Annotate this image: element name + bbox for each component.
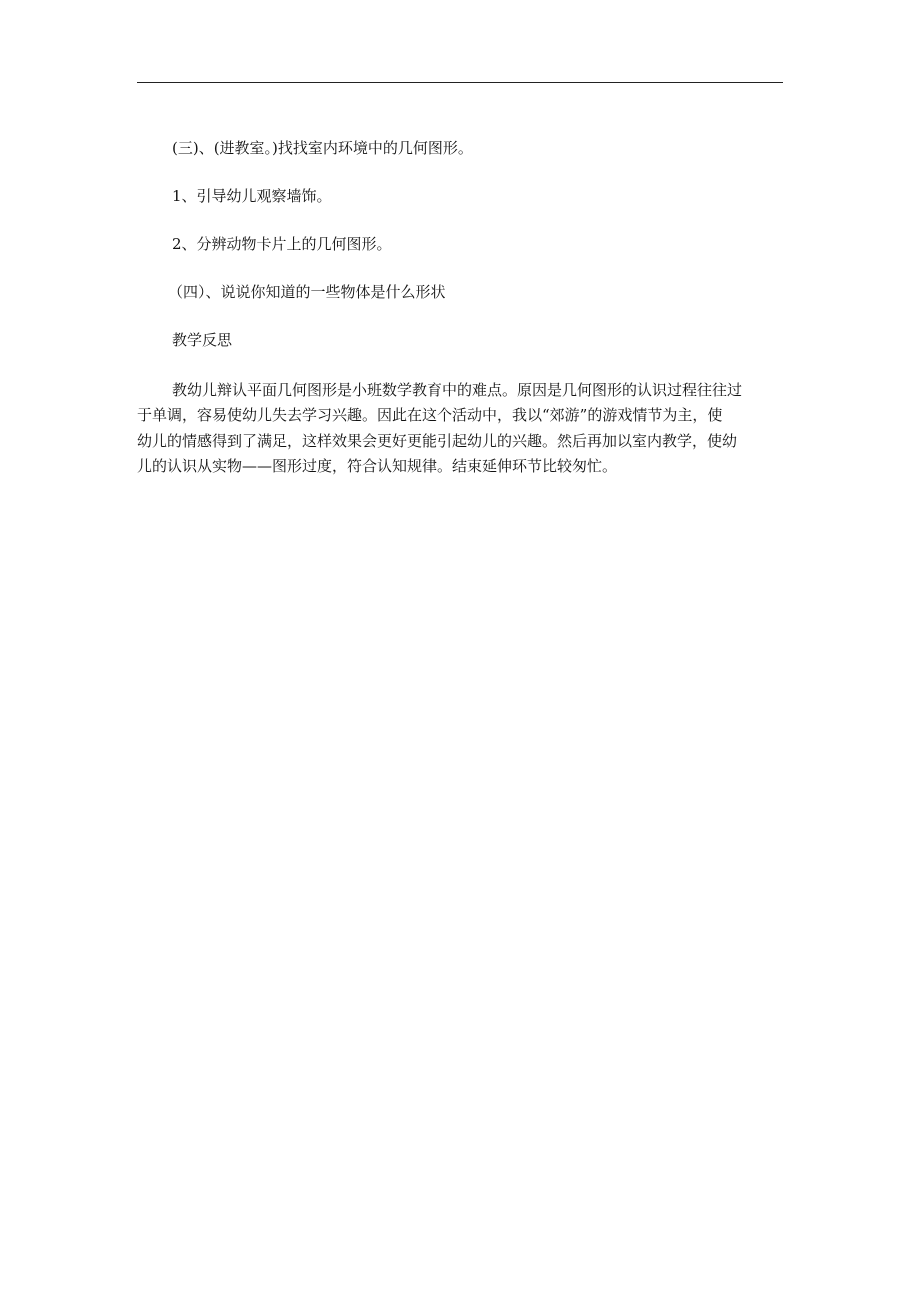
header-rule — [137, 82, 783, 83]
paragraph-line: 教幼儿辩认平面几何图形是小班数学教育中的难点。原因是几何图形的认识过程往往过 — [172, 381, 743, 399]
step-1-text: 1、引导幼儿观察墙饰。 — [172, 187, 332, 205]
step-2-text: 2、分辨动物卡片上的几何图形。 — [172, 235, 392, 253]
paragraph-line: 儿的认识从实物——图形过度，符合认知规律。结束延伸环节比较匆忙。 — [137, 456, 618, 475]
section-3-heading: (三)、(进教室。)找找室内环境中的几何图形。 — [172, 139, 473, 157]
reflection-heading: 教学反思 — [172, 331, 233, 349]
paragraph-line: 于单调，容易使幼儿失去学习兴趣。因此在这个活动中，我以“郊游”的游戏情节为主，使 — [137, 406, 723, 425]
section-4-heading: （四）、说说你知道的一些物体是什么形状 — [168, 283, 446, 301]
reflection-paragraph — [137, 378, 785, 479]
paragraph-line: 幼儿的情感得到了满足，这样效果会更好更能引起幼儿的兴趣。然后再加以室内教学，使幼 — [137, 431, 738, 450]
